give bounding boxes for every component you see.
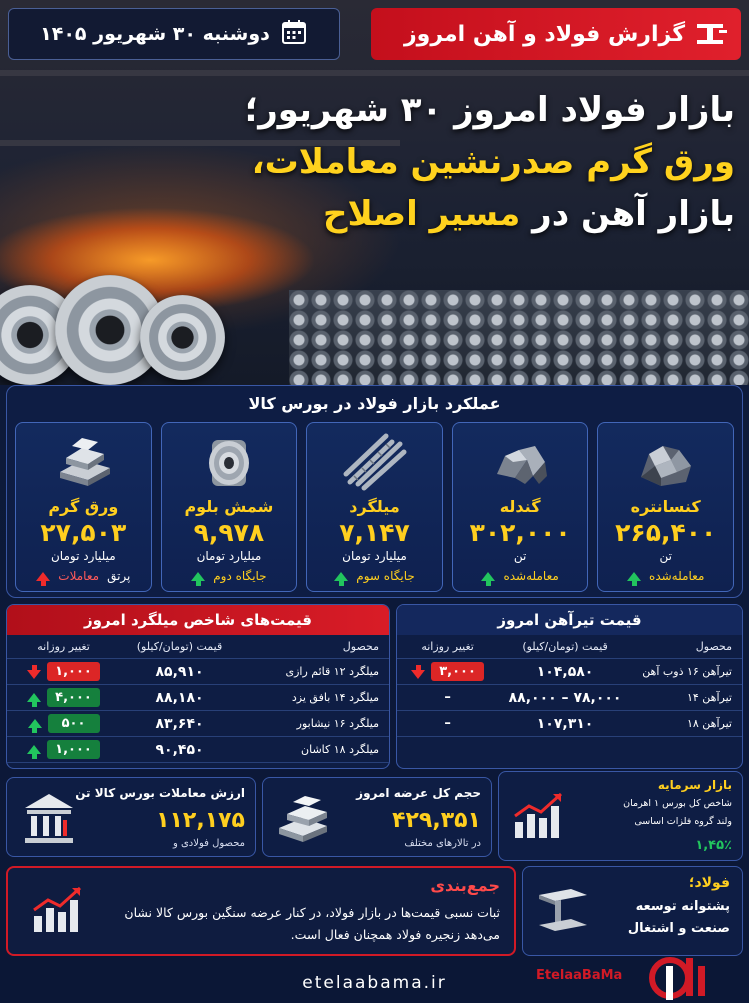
stat-title [75,786,245,800]
table-row [7,737,389,763]
card-name: ورق گرم [48,497,119,516]
card-name: میلگرد [349,497,400,516]
i-beam-icon [531,881,595,937]
change-value: ۴,۰۰۰ [47,688,100,707]
steel-ingots-icon [273,790,337,846]
table-header-row [7,635,389,659]
card-status-plain: پرتق [107,569,131,583]
rebar-pile-image [289,290,749,385]
stat-title-text: ارزش معاملات بورس کالا [94,786,245,800]
capital-line-2: ولند گروه فلزات اساسی [634,816,732,827]
product-cell: تیرآهن ۱۴ [686,691,732,704]
product-cell: تیرآهن ۱۸ [686,717,732,730]
card-unit: میلیارد تومان [196,549,262,563]
trade-value-box [6,777,256,857]
panel-title: عملکرد بازار فولاد در بورس کالا [248,394,501,413]
capital-market-box [498,771,743,861]
table-title: قیمت تیرآهن امروز [397,605,742,635]
calendar-icon [280,18,308,50]
hero-banner [0,0,749,385]
card-value: ۷,۱۴۷ [339,518,410,547]
change-value: – [444,716,451,731]
card-status [598,569,733,583]
steel-beam-icon [695,20,729,48]
card-value: ۳۰۲,۰۰۰ [469,518,571,547]
card-status-text: جایگاه سوم [356,569,415,583]
brand-name: EtelaaBaMa [536,968,623,983]
card-unit: تن [659,549,672,563]
date-box [8,8,340,60]
price-cell: ۷۸,۰۰۰ – ۸۸,۰۰۰ [508,689,622,706]
website-link[interactable]: etelaabama.ir [302,972,447,993]
column-header: تغییر روزانه [37,640,90,653]
commodity-card-hot-sheet [15,422,152,592]
product-cell: میلگرد ۱۸ کاشان [301,743,379,756]
column-header: تغییر روزانه [421,640,474,653]
table-row [397,685,742,711]
card-status-text: معاملات [58,569,100,583]
rebar-price-table [6,604,390,769]
report-badge-text: گزارش فولاد و آهن امروز [403,21,685,47]
change-cell [397,690,498,705]
product-cell: میلگرد ۱۴ بافق یزد [291,691,379,704]
card-unit: تن [513,549,527,563]
price-cell: ۸۳,۶۴۰ [155,715,204,732]
column-header: محصول [695,640,732,653]
brand-mark-icon [640,948,740,1003]
product-cell: میلگرد ۱۶ نیشابور [296,717,379,730]
card-name: کنسانتره [630,497,701,516]
sheet-icon [16,423,151,495]
arrow-up-icon [27,745,41,754]
stat-title: بازار سرمایه [657,778,732,792]
capital-line-1: شاخص کل بورس ۱ اهرمان [623,798,732,809]
card-value: ۲۶۵,۴۰۰ [615,518,717,547]
table-row [397,659,742,685]
price-cell: ۹۰,۴۵۰ [155,741,204,758]
commodity-card-rebar [306,422,443,592]
report-date: دوشنبه ۳۰ شهریور ۱۴۰۵ [40,23,270,45]
card-status [307,569,442,583]
commodity-card-bloom [161,422,298,592]
card-value: ۹,۹۷۸ [193,518,265,547]
rebar-icon [307,423,442,495]
change-value: ۱,۰۰۰ [47,740,100,759]
change-cell [397,662,498,681]
arrow-up-icon [36,572,50,581]
price-cell: ۸۸,۱۸۰ [155,689,204,706]
roof-beam [0,70,749,76]
table-title: قیمت‌های شاخص میلگرد امروز [7,605,389,635]
arrow-up-icon [481,572,495,581]
card-status-text: معامله‌شده [503,569,559,583]
product-cell: میلگرد ۱۲ قائم رازی [285,665,379,678]
stat-subtitle: محصول فولادی و [172,838,245,849]
card-status [453,569,588,583]
change-cell [397,716,498,731]
change-cell [7,688,120,707]
arrow-up-icon [27,693,41,702]
commodity-cards [15,422,734,592]
summary-text: ثبات نسبی قیمت‌ها در بازار فولاد، در کنار عرضه سنگین بورس کالا نشان می‌دهد زنجیره فولاد همچنان فعال است. [124,905,500,942]
change-cell [7,740,120,759]
steel-slogan-box [522,866,743,956]
change-cell [7,714,120,733]
report-badge [371,8,741,60]
slogan-line-1: پشتوانه توسعه [635,899,730,914]
change-cell [7,662,120,681]
stat-value: ۴۲۹,۳۵۱ [392,808,481,833]
stat-value: ۱۱۲,۱۷۵ [156,808,245,833]
price-cell: ۱۰۷,۳۱۰ [536,715,594,732]
column-header: محصول [342,640,379,653]
arrow-up-icon [334,572,348,581]
coil-icon [162,423,297,495]
card-unit: میلیارد تومان [342,549,407,563]
pellet-icon [453,423,588,495]
summary-title: جمع‌بندی [430,876,500,895]
arrow-up-icon [28,719,42,728]
headline [245,84,735,240]
price-cell: ۱۰۴,۵۸۰ [536,663,594,680]
price-cell: ۸۵,۹۱۰ [155,663,204,680]
arrow-up-icon [627,572,641,581]
card-unit: میلیارد تومان [50,549,116,563]
change-value: – [444,690,451,705]
headline-line-3b: مسیر اصلاح [322,194,521,234]
card-status-text: جایگاه دوم [213,569,267,583]
growth-chart-icon [28,882,92,938]
arrow-down-icon [27,670,41,679]
headline-line-1: بازار فولاد امروز ۳۰ شهریور؛ [244,90,735,130]
beam-price-table [396,604,743,769]
column-header: قیمت (تومان/کیلو) [136,640,223,653]
summary-box [6,866,516,956]
table-row [7,659,389,685]
commodity-card-concentrate [597,422,734,592]
stat-title: حجم کل عرضه امروز [356,786,481,800]
market-performance-panel [6,385,743,598]
arrow-up-icon [191,572,205,581]
concentrate-icon [598,423,733,495]
total-supply-box [262,777,492,857]
card-status [16,569,151,583]
card-value: ۲۷,۵۰۳ [40,518,127,547]
steel-coil-image [140,295,225,380]
commodity-card-pellet [452,422,589,592]
card-name: شمش بلوم [184,497,274,516]
product-cell: تیرآهن ۱۶ ذوب آهن [642,665,732,678]
table-header-row [397,635,742,659]
brand-logo [536,948,740,1003]
arrow-down-icon [411,670,425,679]
slogan-title: فولاد؛ [688,875,730,891]
stat-unit-badge: تن [75,786,91,800]
table-row [7,685,389,711]
card-status [162,569,297,583]
headline-line-3 [245,188,735,240]
footer [0,962,749,1003]
table-row [397,711,742,737]
column-header: قیمت (تومان/کیلو) [522,640,608,653]
stat-subtitle: در تالارهای مختلف [404,838,481,849]
card-name: گندله [499,497,541,516]
table-row [7,711,389,737]
headline-line-2: ورق گرم صدرنشین معاملات، [251,142,735,182]
change-value: ۳,۰۰۰ [431,662,484,681]
slogan-line-2: صنعت و اشتغال [627,921,730,936]
exchange-building-icon [17,790,81,846]
capital-percent: ۱,۴۵٪ [695,838,732,853]
change-value: ۵۰۰ [48,714,100,733]
growth-chart-icon [509,788,573,844]
card-status-text: معامله‌شده [649,569,705,583]
change-value: ۱,۰۰۰ [47,662,100,681]
headline-line-3a: بازار آهن در [532,194,735,234]
